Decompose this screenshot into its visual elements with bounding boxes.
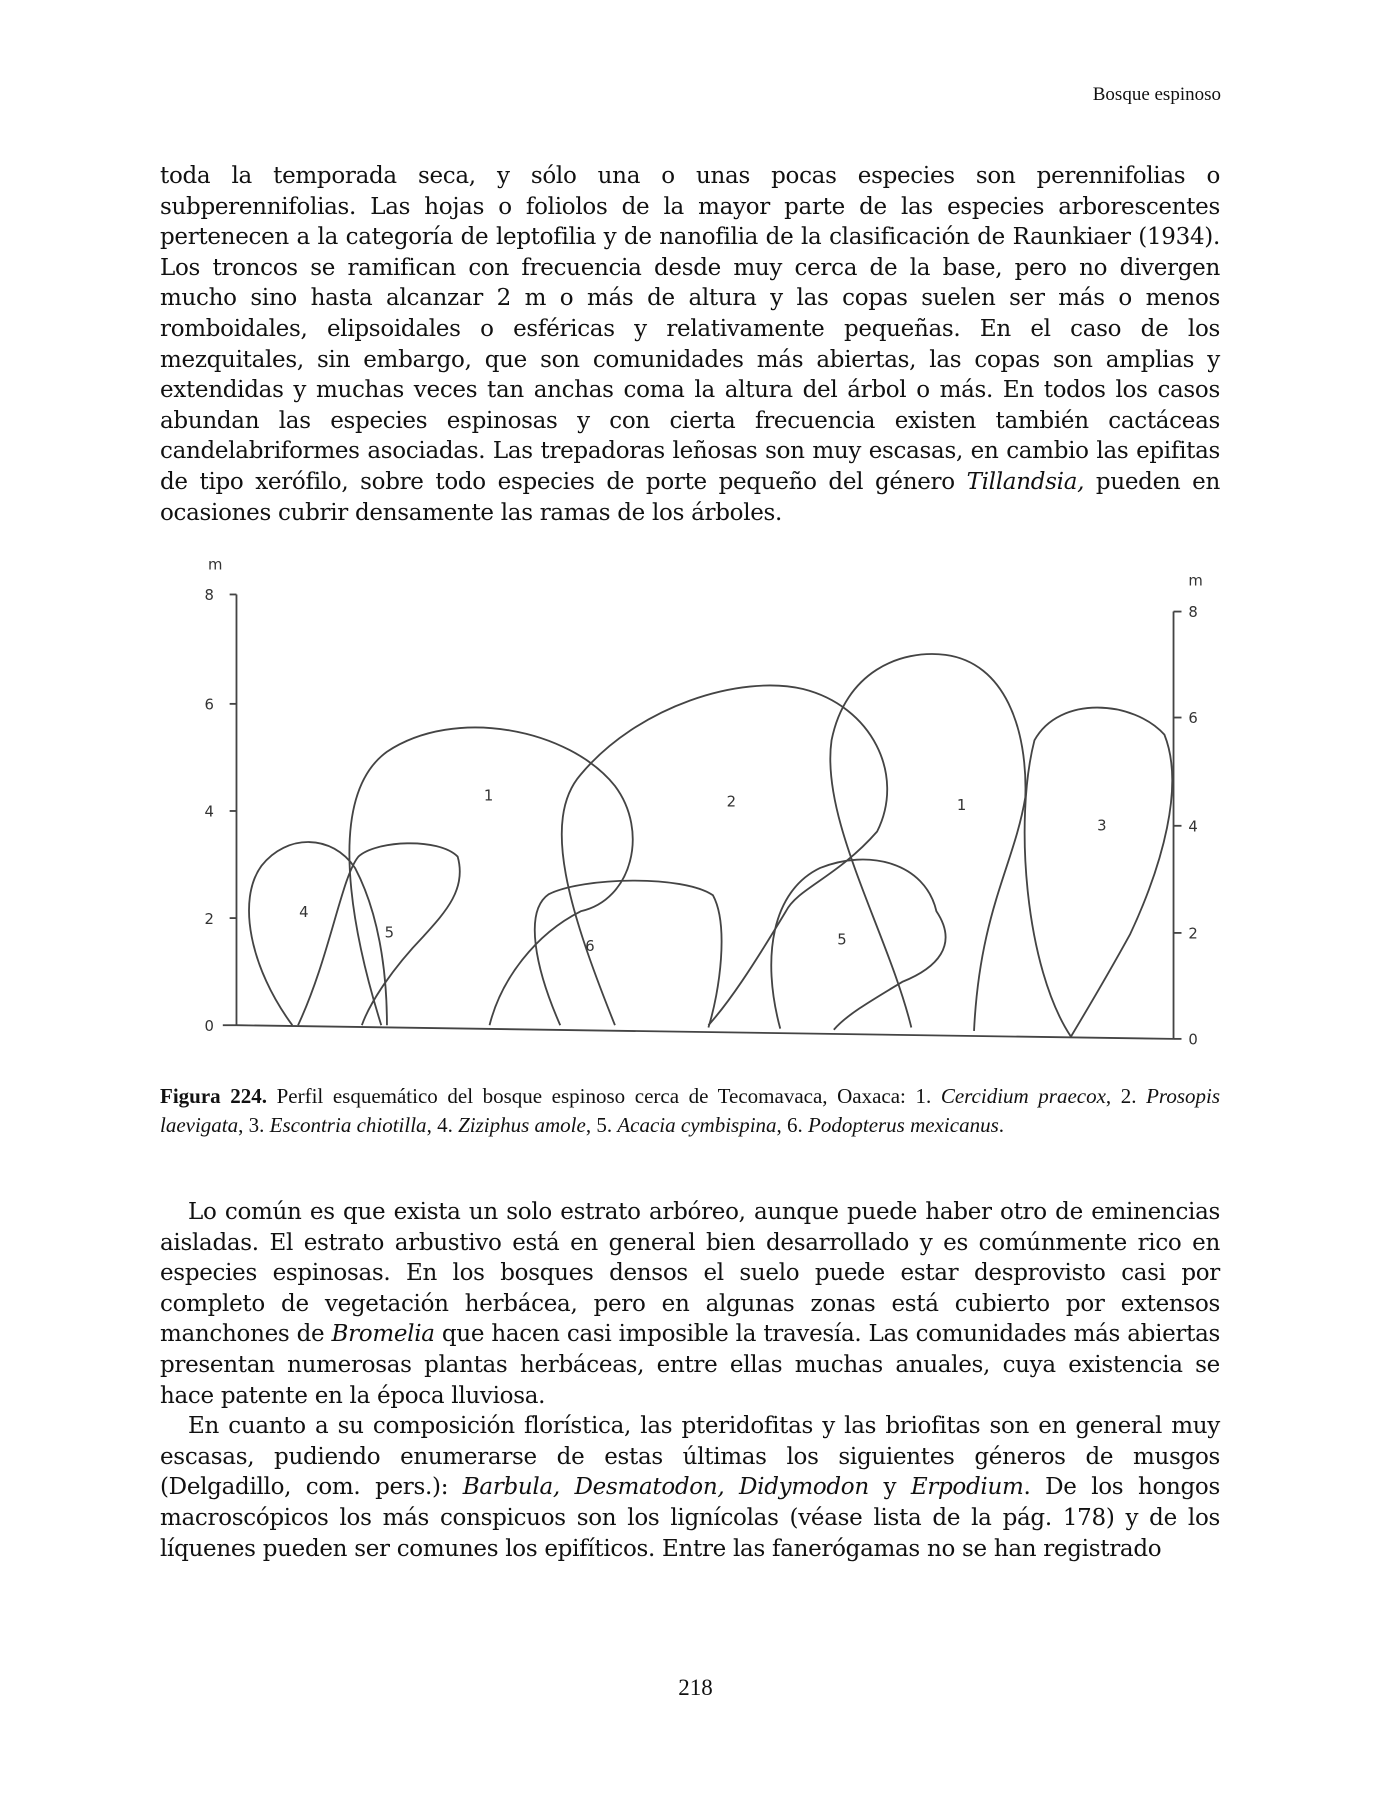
text: toda la temporada seca, y sólo una o unas pocas especies son perennifolias o subperennifolias. Las hojas o foliolos de la mayor parte de las especies arborescentes pertenecen a la categoría de leptofilia y de nanofilia de la clasificación de Raunkiaer (1934). Los troncos se ramifican con frecuencia desde muy cerca de la base, pero no divergen mucho sino hasta alcanzar 2 m o más de altura y las copas suelen ser más o menos romboidales, elipsoidales o esféricas y relativamente pequeñas. En el caso de los mezquitales, sin embargo, que son comunidades más abiertas, las copas son amplias y extendidas y muchas veces tan anchas coma la altura del árbol o más. En todos los casos abundan las especies espinosas y con cierta frecuencia existen también cactáceas candelabriformes asociadas. Las trepadoras leñosas son muy escasas, en cambio las epifitas de tipo xerófilo, sobre todo especies de porte pequeño del género [160,163,1220,495]
tree-label: 6 [585,938,595,956]
caption-label: Figura 224. [160,1084,267,1108]
italic-text: Bromelia [331,1321,435,1348]
tree-2 [562,685,887,1025]
species: Escontria chiotilla [269,1112,427,1137]
species: Prosopis laevigata [160,1084,1220,1137]
text: Perfil esquemático del bosque espinoso cerca de Tecomavaca, Oaxaca: 1. [267,1084,941,1108]
tick-left-4: 4 [204,803,214,821]
tree-1-right [830,654,1025,1031]
tick-left-2: 2 [204,910,214,928]
text: , 5. [585,1112,618,1137]
text: pueden en ocasiones cubrir densamente las ramas de los árboles. [160,468,1220,526]
text: Lo común es que exista un solo estrato arbóreo, aunque puede haber otro de eminencias aisladas. El estrato arbustivo está en general bien desarrollado y es comúnmente rico en especies espinosas. En los bosques densos el suelo puede estar desprovisto casi por completo de vegetación herbácea, pero en algunas zonas está cubierto por extensos manchones de [160,1199,1220,1348]
unit-label-left: m [207,558,223,574]
figure-caption [160,1082,1220,1139]
italic-text: Barbula, Desmatodon, Didymodon [462,1474,869,1501]
tick-right-8: 8 [1188,604,1198,622]
tick-left-0: 0 [204,1017,214,1035]
forest-profile-figure [200,558,1210,1048]
paragraph-2 [160,1197,1220,1411]
tick-right-2: 2 [1188,925,1198,943]
species: Cercidium praecox [940,1084,1106,1108]
tree-label: 3 [1097,817,1107,835]
tick-left-8: 8 [204,587,214,605]
tree-label: 1 [956,796,967,814]
tree-4 [249,842,387,1025]
italic-text: Erpodium [910,1474,1024,1501]
unit-label-right: m [1188,572,1203,590]
running-header: Bosque espinoso [1092,84,1221,105]
paragraph-3 [160,1411,1220,1564]
tick-right-0: 0 [1188,1031,1198,1048]
text: . [998,1112,1004,1137]
text: , 4. [426,1112,459,1137]
body-text-lower [160,1197,1220,1564]
tick-right-6: 6 [1188,710,1198,728]
species: Acacia cymbispina [617,1112,777,1137]
tick-left-6: 6 [204,696,214,714]
italic-text: Tillandsia, [966,468,1085,495]
page-number: 218 [678,1675,713,1700]
text: que hacen casi imposible la travesía. Las comunidades más abiertas presentan numerosas plantas herbáceas, entre ellas muchas anuales, cuya existencia se hace patente en la época lluviosa. [160,1321,1220,1409]
text: , 6. [776,1112,809,1137]
ground-line [236,1025,1173,1039]
text: . De los hongos macroscópicos los más conspicuos son los lignícolas (véase lista de la pág. 178) y de los líquenes pueden ser comunes los epifíticos. Entre las fanerógamas no se han registrado [160,1474,1220,1562]
tree-5-right [771,859,945,1029]
tree-3 [1025,708,1173,1037]
text: y [868,1474,911,1501]
tree-label: 1 [483,787,494,805]
tree-label: 2 [726,793,737,811]
text: En cuanto a su composición florística, las pteridofitas y las briofitas son en general muy escasas, pudiendo enumerarse de estas últimas los siguientes géneros de musgos (Delgadillo, com. pers.): [160,1413,1220,1501]
text: , 3. [238,1112,270,1137]
tree-6 [535,881,722,1028]
right-axis [1174,612,1182,1039]
tree-1-left [349,727,632,1025]
tree-label: 5 [384,924,395,942]
text: , 2. [1105,1084,1147,1108]
species: Podopterus mexicanus [808,1112,999,1137]
tick-right-4: 4 [1188,818,1198,836]
left-axis [223,594,237,1025]
paragraph-1 [160,161,1220,528]
tree-label: 5 [837,931,847,949]
tree-label: 4 [299,903,309,921]
species: Ziziphus amole [458,1112,586,1137]
